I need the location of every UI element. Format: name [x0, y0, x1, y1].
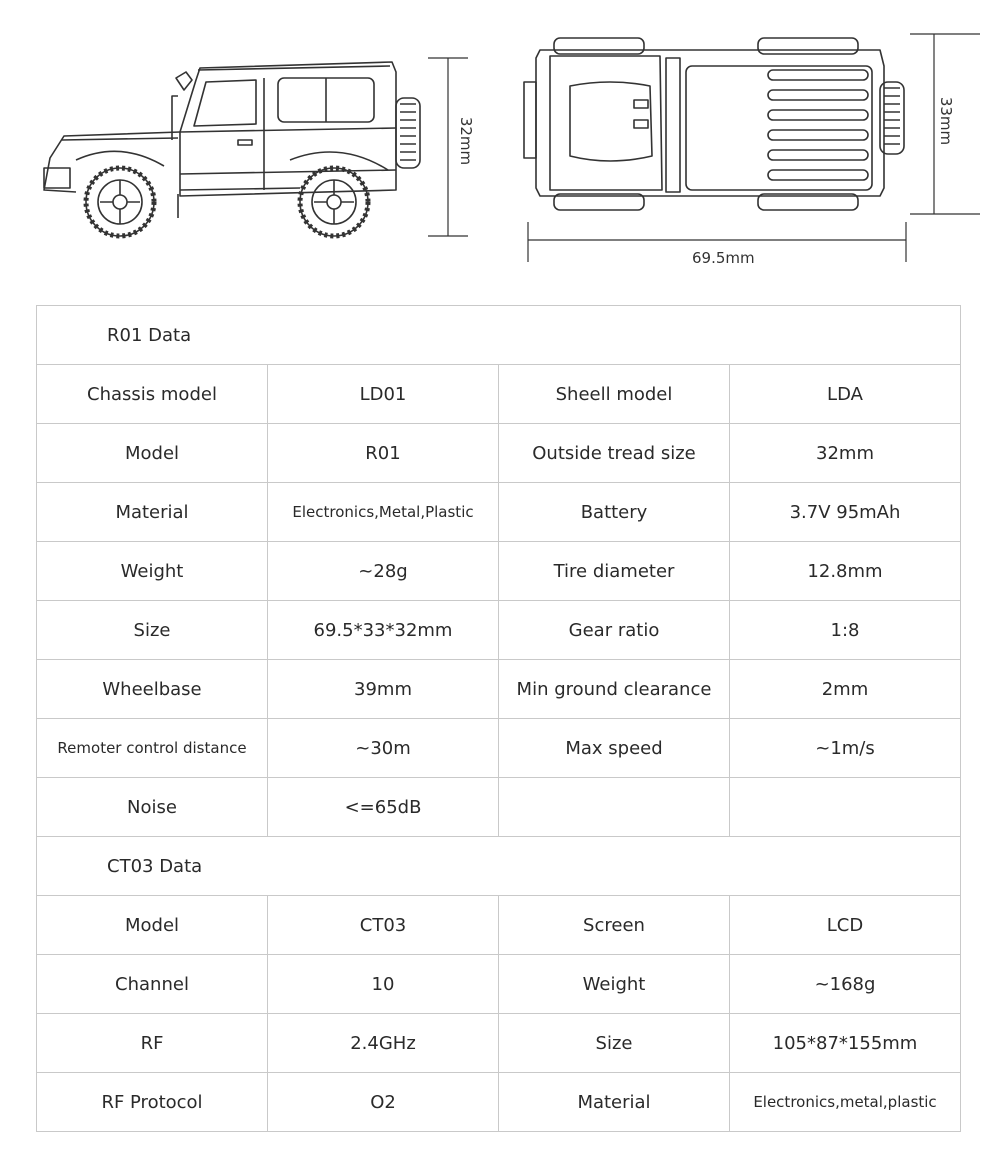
spec-label: Screen [499, 896, 730, 955]
vehicle-dimension-figure [0, 0, 1000, 290]
spec-label: Gear ratio [499, 601, 730, 660]
spec-value: 3.7V 95mAh [730, 483, 961, 542]
spec-label: Battery [499, 483, 730, 542]
table-row [37, 424, 961, 483]
spec-value: LDA [730, 365, 961, 424]
spec-label: Weight [37, 542, 268, 601]
side-view-drawing [0, 0, 480, 290]
spec-value: ~1m/s [730, 719, 961, 778]
spec-label: RF Protocol [37, 1073, 268, 1132]
spec-value: CT03 [268, 896, 499, 955]
spec-value: 69.5*33*32mm [268, 601, 499, 660]
table-row [37, 306, 961, 365]
spec-value: ~30m [268, 719, 499, 778]
spec-value: <=65dB [268, 778, 499, 837]
spec-value: 2.4GHz [268, 1014, 499, 1073]
spec-value: O2 [268, 1073, 499, 1132]
top-view-drawing [500, 0, 980, 290]
spec-label: Weight [499, 955, 730, 1014]
table-row [37, 896, 961, 955]
spec-value: 10 [268, 955, 499, 1014]
side-height-label: 32mm [457, 116, 475, 166]
spec-label: Sheell model [499, 365, 730, 424]
spec-label: Channel [37, 955, 268, 1014]
table-row [37, 601, 961, 660]
spec-value: 39mm [268, 660, 499, 719]
table-row [37, 837, 961, 896]
spec-label: Noise [37, 778, 268, 837]
spec-label: Tire diameter [499, 542, 730, 601]
spec-value: 2mm [730, 660, 961, 719]
spec-value: 32mm [730, 424, 961, 483]
spec-value: ~28g [268, 542, 499, 601]
table-row [37, 1073, 961, 1132]
r01-section-title: R01 Data [37, 306, 961, 365]
table-row [37, 1014, 961, 1073]
table-row [37, 542, 961, 601]
spec-value: LD01 [268, 365, 499, 424]
spec-label: Min ground clearance [499, 660, 730, 719]
spec-value: Electronics,metal,plastic [730, 1073, 961, 1132]
top-length-label: 69.5mm [692, 249, 755, 267]
spec-label: Model [37, 896, 268, 955]
ct03-section-title: CT03 Data [37, 837, 961, 896]
table-row [37, 778, 961, 837]
spec-label: Remoter control distance [37, 719, 268, 778]
spec-label: Size [37, 601, 268, 660]
spec-label: Material [499, 1073, 730, 1132]
spec-label: RF [37, 1014, 268, 1073]
table-row [37, 719, 961, 778]
spec-label: Max speed [499, 719, 730, 778]
spec-label [499, 778, 730, 837]
spec-value: Electronics,Metal,Plastic [268, 483, 499, 542]
spec-table [36, 305, 961, 1132]
spec-value: 12.8mm [730, 542, 961, 601]
spec-value: 105*87*155mm [730, 1014, 961, 1073]
top-width-label: 33mm [937, 96, 955, 146]
spec-value: LCD [730, 896, 961, 955]
spec-value [730, 778, 961, 837]
table-row [37, 483, 961, 542]
spec-label: Outside tread size [499, 424, 730, 483]
spec-value: ~168g [730, 955, 961, 1014]
spec-label: Wheelbase [37, 660, 268, 719]
spec-value: 1:8 [730, 601, 961, 660]
spec-label: Size [499, 1014, 730, 1073]
table-row [37, 365, 961, 424]
spec-value: R01 [268, 424, 499, 483]
spec-label: Chassis model [37, 365, 268, 424]
spec-label: Model [37, 424, 268, 483]
table-row [37, 955, 961, 1014]
table-row [37, 660, 961, 719]
spec-label: Material [37, 483, 268, 542]
